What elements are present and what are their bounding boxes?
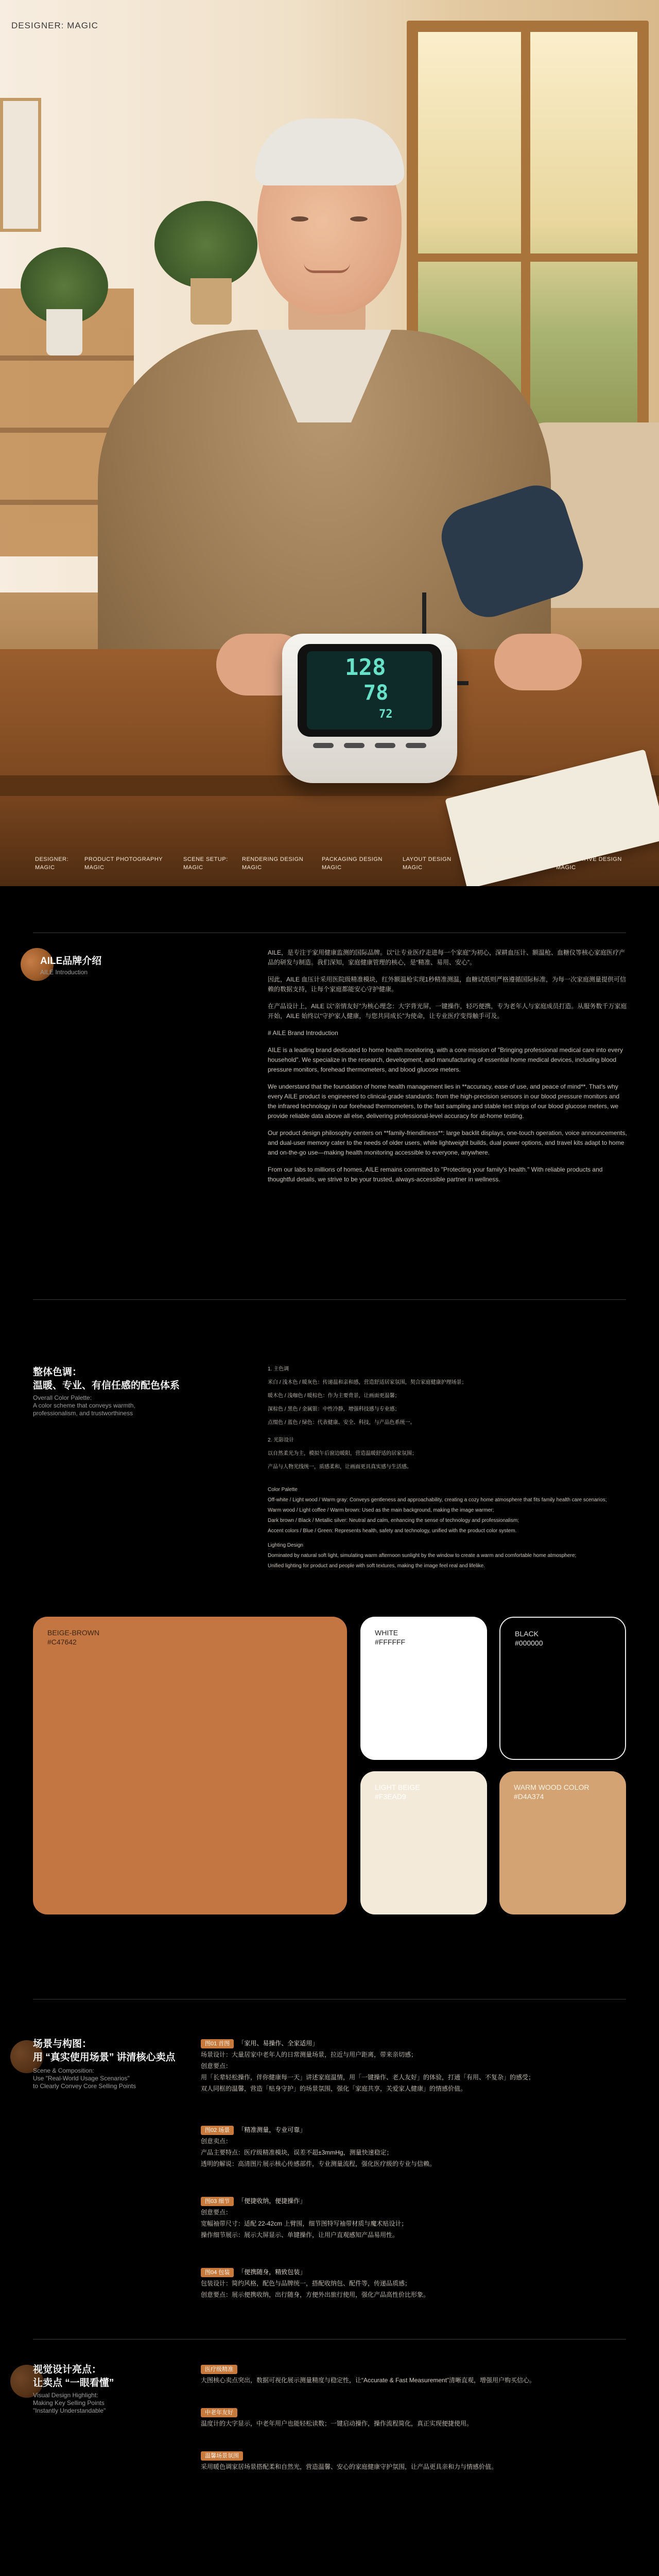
hand-right [494,634,582,690]
lcd-sys: 128 [345,654,386,681]
visual-tag: 温馨场景氛围 [201,2451,243,2461]
lcd-dia: 78 [363,681,389,705]
eye-right [350,216,368,222]
swatch-white: WHITE #FFFFFF [360,1617,487,1760]
color-body: 1. 主色调 米白 / 浅木色 / 暖灰色：传递温和亲和感，营造舒适居家氛围，契合家庭健康护理场景； 暖木色 / 浅咖色 / 暖棕色：作为主要背景，让画面更温馨； 深棕色 / 黑色 / 金属银：中性冷静，增强科技感与专业感； 点缀色 / 蓝色 / 绿色：代表健康、安全、科技，与产品色系统一。 2. 光影设计 以自然柔光为主，模拟午后窗边暖阳，营造温暖舒适的居家氛围； 产品与人物光线统一，质感柔和，让画面更具真实感与生活感。 Color Palette Off-white / Light wood / Warm gray: Conveys gentleness and approachability, creating a cozy home atmosphere that fits family health care scenarios; Warm wood / Light coffee / Warm brown: Used as the main background, making the image warmer; Dark brown / Black / Metallic silver: Neutral and calm, enhancing the sense of technology and professionalism; Accent colors / Blue / Green: Represents health, safety and technology, unified with the product color system. Lighting Design Dominated by natural soft light, simulating warm afternoon sunlight by the window to create a warm and comfortable home atmosphere; Unified lighting for product and people with soft textures, making the image feel real and lifelike. [268,1366,607,1569]
credit-item: SCENE SETUP: MAGIC [183,856,228,871]
eye-left [291,216,308,222]
scene-subtitle: Scene & Composition: Use "Real-World Usage Scenarios" to Clearly Convey Core Selling Points [33,2067,136,2090]
visual-block: 医疗级精准 大图核心卖点突出，数据可视化展示测量精度与稳定性，让“Accurate & Fast Measurement”清晰直观，增强用户购买信心。 [201,2364,628,2386]
blood-pressure-monitor [282,634,457,783]
monitor-screen [298,644,442,737]
swatch-warm-wood: WARM WOOD COLOR #D4A374 [499,1771,626,1914]
scene-block: 图04 包装 「便携随身，精致包装」 包装设计：简约风格，配色与品牌统一，搭配收纳包、配件等，传递品质感； 创意要点：展示便携收纳，出行随身，方便外出旅行使用，强化产品高性价比形象。 [201,2268,430,2298]
brand-intro-subtitle: AILE Introduction [40,969,88,976]
visual-tag: 中老年友好 [201,2408,237,2417]
designer-label: DESIGNER: MAGIC [11,21,98,30]
swatch-beige-brown: BEIGE-BROWN #C47642 [33,1617,347,1914]
credit-item: SCENE COMPOSITION MAGIC [470,856,535,871]
visual-title-line1: 视觉设计亮点： [33,2364,102,2375]
visual-tag: 医疗级精准 [201,2365,237,2374]
scene-tag: 图02 场景 [201,2126,234,2135]
brand-intro-section [0,886,659,1350]
scene-title-line2: 用 “真实使用场景” 讲清核心卖点 [33,2052,176,2063]
lcd-pulse: 72 [379,708,393,721]
color-subtitle: Overall Color Palette: A color scheme that conveys warmth, professionalism, and trustworthiness [33,1394,135,1417]
visual-title-line2: 让卖点 “一眼看懂” [33,2378,114,2388]
scene-tag: 图04 包装 [201,2268,234,2277]
section-divider [33,1299,626,1300]
visual-block: 中老年友好 温度计的大字显示，中老年用户也能轻松读数；一键启动操作，操作流程简化，真正实现便捷使用。 [201,2407,628,2430]
color-title-line2: 温暖、专业、有信任感的配色体系 [33,1380,180,1391]
credit-item: PRODUCT PHOTOGRAPHY MAGIC [84,856,163,871]
section-divider [33,2339,626,2340]
credit-item: DESIGNER: MAGIC [35,856,69,871]
visual-block: 温馨场景氛围 采用暖色调家居场景搭配柔和自然光，营造温馨、安心的家庭健康守护氛围，让产品更具亲和力与情感价值。 [201,2450,628,2473]
brand-intro-title: AILE品牌介绍 [40,956,102,967]
swatch-black: BLACK #000000 [499,1617,626,1760]
lcd-display [307,651,432,730]
smile [304,263,350,273]
credit-item: LAYOUT DESIGN MAGIC [403,856,452,871]
hero-banner [0,0,659,886]
scene-tag: 图01 首图 [201,2039,234,2048]
credit-item: ALTERNATIVE DESIGN MAGIC [556,856,622,871]
scene-block: 图02 场景 「精准测量，专业可靠」 创意卖点： 产品主要特点：医疗级精准模块，误差不超±3mmHg，测量快速稳定； 透明的解说：高清图片展示核心传感部件，专业测量流程，强化医疗级的专业与信赖。 [201,2126,436,2167]
color-title-line1: 整体色调： [33,1367,82,1378]
swatch-light-beige: LIGHT BEIGE #F3EAD9 [360,1771,487,1914]
scene-title-line1: 场景与构图： [33,2039,92,2049]
scene-block: 图03 细节 「便捷收纳，便捷操作」 创意要点： 宽幅袖带尺寸：适配 22-42cm 上臂围，细节图特写袖带材质与魔术贴设计； 操作细节展示：展示大屏显示、单键操作，让用户直观感知产品易用性。 [201,2197,408,2239]
scene-section [0,2030,659,2360]
credit-item: RENDERING DESIGN MAGIC [242,856,304,871]
visual-section [0,2360,659,2576]
pot-left [46,309,82,355]
plant-center [154,201,257,289]
credit-item: PACKAGING DESIGN MAGIC [322,856,383,871]
monitor-buttons [313,743,426,753]
scene-block: 图01 首图 「家用、易操作、全家适用」 场景设计：大量居家中老年人的日常测量场景，拉近与用户距离，带来亲切感； 创意要点： 用「长辈轻松操作，伴你健康每一天」讲述家庭温情，用「一键操作、老人友好」的体验，打通「有用、不复杂」的感受； 双人同框的温馨，营造「贴身守护」的场景氛围，强化「家庭共享，关爱家人健康」的情感价值。 [201,2040,535,2092]
scene-tag: 图03 细节 [201,2197,234,2206]
brand-intro-body: AILE，是专注于家用健康监测的国际品牌。以“让专业医疗走进每一个家庭”为初心，深耕血压计、额温枪、血糖仪等核心家庭医疗产品的研发与制造。我们深知，家庭健康管理的核心，是“精准、易用、安心”。 因此，AILE 血压计采用医院级精准模块，红外额温枪实现1秒精准测温，血糖试纸则严格遵循国际标准，为每一次家庭测量提供可信赖的数据支持，让每个家庭都能安心守护健康。 在产品设计上，AILE 以“亲情友好”为核心理念：大字背光屏，一键操作，轻巧便携，专为老年人与家庭成员打造。从服务数千万家庭开始，AILE 始终以“守护家人健康，与您共同成长”为使命，让专业医疗变得触手可及。 # AILE Brand Introduction AILE is a leading brand dedicated to home health monitoring, with a core mission of "Bringing professional medical care into every household". We specialize in the research, development, and manufacturing of essential home medical devices, including blood pressure monitors, forehead thermometers, and blood glucose meters. We understand that the foundation of home health management lies in **accuracy, ease of use, and peace of mind**. That's why every AILE product is engineered to clinical-grade standards: from the high-precision sensors in our blood pressure monitors and the infrared technology in our forehead thermometers, to the fast sampling and stable test strips of our blood glucose meters, we provide reliable data above all else, delivering professional-level accuracy for at-home testing. Our product design philosophy centers on **family-friendliness**: large backlit displays, one-touch operation, voice announcements, and dual-user memory cater to the needs of older users, while lightweight builds, dual power options, and travel kits adapt to home and on-the-go use—making health monitoring accessible to everyone, anywhere. From our labs to millions of homes, AILE remains committed to "Protecting your family's health." With reliable products and thoughtful details, we strive to be your trusted, always-accessible partner in wellness. [268,949,627,1183]
color-section [0,1350,659,2030]
wall-picture-frame [0,98,41,232]
visual-subtitle: Visual Design Highlight: Making Key Selling Points "Instantly Understandable" [33,2392,106,2414]
pot-center [190,278,232,325]
